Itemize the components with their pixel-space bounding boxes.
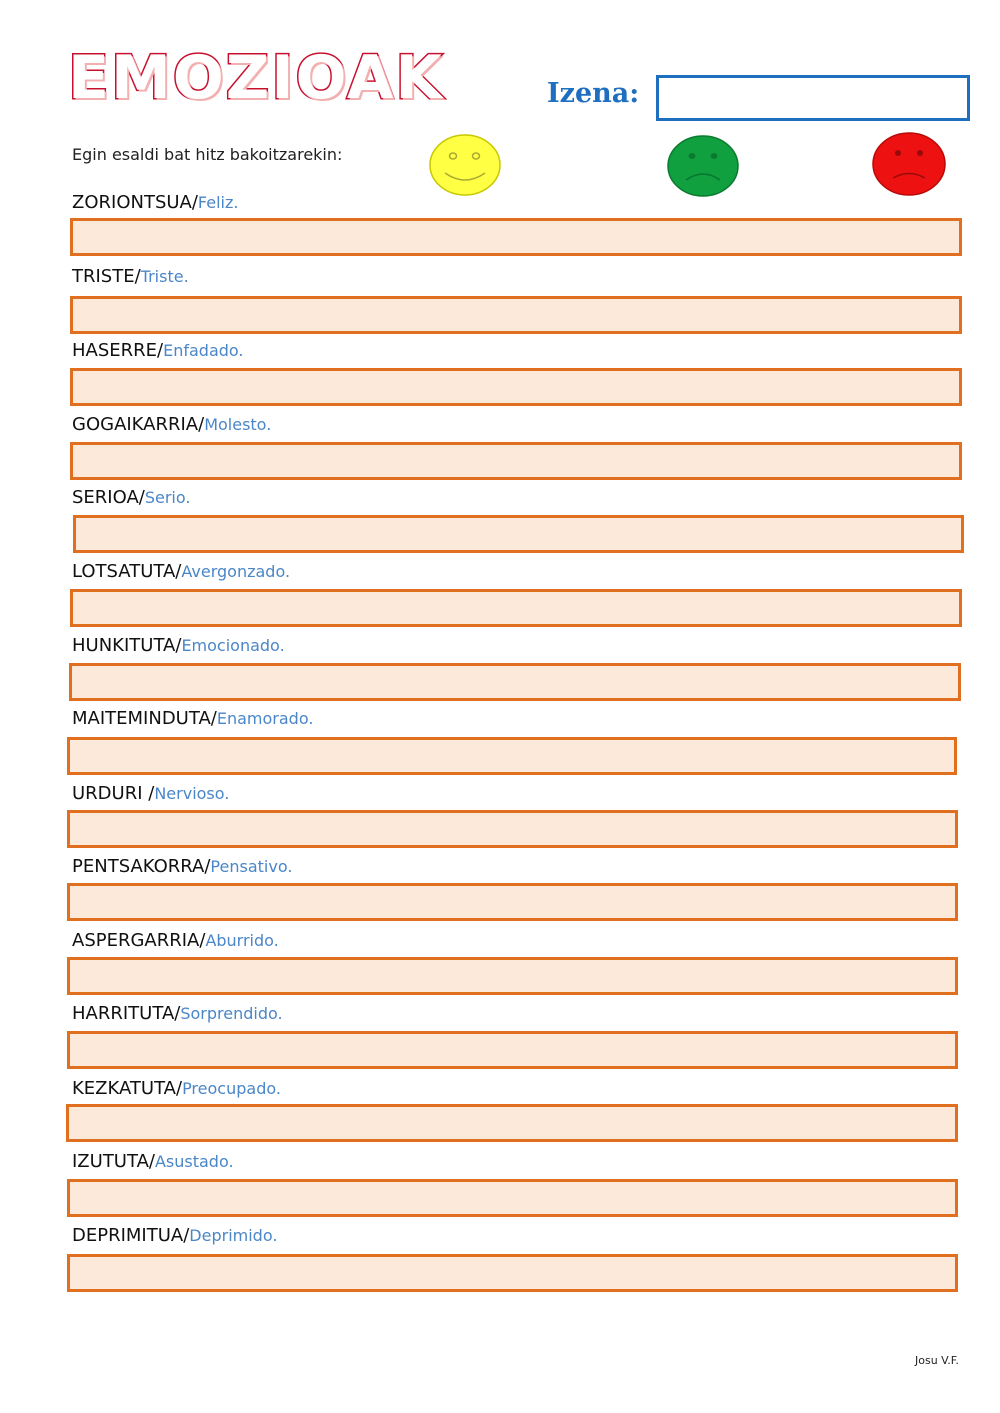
sentence-input[interactable] xyxy=(67,1179,958,1217)
basque-word: HARRITUTA/ xyxy=(72,1003,181,1024)
spanish-translation: Emocionado. xyxy=(181,636,285,655)
word-label xyxy=(72,708,313,729)
angry-face-icon xyxy=(871,131,947,197)
basque-word: SERIOA/ xyxy=(72,487,145,508)
basque-word: MAITEMINDUTA/ xyxy=(72,708,217,729)
spanish-translation: Feliz. xyxy=(197,193,239,212)
spanish-translation: Serio. xyxy=(144,488,191,507)
sentence-input[interactable] xyxy=(67,883,958,921)
name-label: Izena: xyxy=(547,78,640,109)
sad-face-icon xyxy=(666,134,740,198)
word-label xyxy=(72,783,229,804)
sentence-input[interactable] xyxy=(70,368,962,406)
sentence-input[interactable] xyxy=(73,515,964,553)
sentence-input[interactable] xyxy=(69,663,961,701)
word-label xyxy=(72,192,238,213)
basque-word: KEZKATUTA/ xyxy=(72,1078,183,1099)
spanish-translation: Asustado. xyxy=(154,1152,234,1171)
basque-word: ZORIONTSUA/ xyxy=(72,192,198,213)
sentence-input[interactable] xyxy=(67,1031,958,1069)
spanish-translation: Enamorado. xyxy=(216,709,314,728)
instruction-text: Egin esaldi bat hitz bakoitzarekin: xyxy=(72,145,343,164)
spanish-translation: Preocupado. xyxy=(182,1079,281,1098)
basque-word: ASPERGARRIA/ xyxy=(72,930,206,951)
happy-face-icon xyxy=(428,133,502,197)
basque-word: IZUTUTA/ xyxy=(72,1151,155,1172)
basque-word: HUNKITUTA/ xyxy=(72,635,182,656)
author-signature: Josu V.F. xyxy=(915,1354,959,1367)
word-label xyxy=(72,266,189,287)
spanish-translation: Avergonzado. xyxy=(181,562,291,581)
sentence-input[interactable] xyxy=(67,737,957,775)
word-label xyxy=(72,635,285,656)
sentence-input[interactable] xyxy=(70,589,962,627)
word-label xyxy=(72,930,279,951)
word-label xyxy=(72,1151,234,1172)
sentence-input[interactable] xyxy=(70,442,962,480)
spanish-translation: Aburrido. xyxy=(205,931,279,950)
word-label xyxy=(72,340,244,361)
basque-word: PENTSAKORRA/ xyxy=(72,856,211,877)
sentence-input[interactable] xyxy=(66,1104,958,1142)
basque-word: URDURI / xyxy=(72,783,155,804)
sentence-input[interactable] xyxy=(70,218,962,256)
spanish-translation: Triste. xyxy=(140,267,189,286)
word-label xyxy=(72,1078,281,1099)
spanish-translation: Pensativo. xyxy=(210,857,293,876)
basque-word: DEPRIMITUA/ xyxy=(72,1225,190,1246)
sentence-input[interactable] xyxy=(67,957,958,995)
spanish-translation: Enfadado. xyxy=(163,341,244,360)
basque-word: GOGAIKARRIA/ xyxy=(72,414,205,435)
word-label xyxy=(72,414,271,435)
word-label xyxy=(72,487,190,508)
sentence-input[interactable] xyxy=(67,810,958,848)
word-label xyxy=(72,856,292,877)
basque-word: HASERRE/ xyxy=(72,340,164,361)
spanish-translation: Nervioso. xyxy=(154,784,230,803)
spanish-translation: Molesto. xyxy=(204,415,272,434)
page-title: EMOZIOAK xyxy=(68,43,444,113)
word-label xyxy=(72,1225,277,1246)
word-label xyxy=(72,1003,283,1024)
basque-word: LOTSATUTA/ xyxy=(72,561,182,582)
spanish-translation: Sorprendido. xyxy=(180,1004,283,1023)
spanish-translation: Deprimido. xyxy=(189,1226,278,1245)
sentence-input[interactable] xyxy=(67,1254,958,1292)
basque-word: TRISTE/ xyxy=(72,266,141,287)
word-label xyxy=(72,561,290,582)
sentence-input[interactable] xyxy=(70,296,962,334)
name-input[interactable] xyxy=(656,75,970,121)
